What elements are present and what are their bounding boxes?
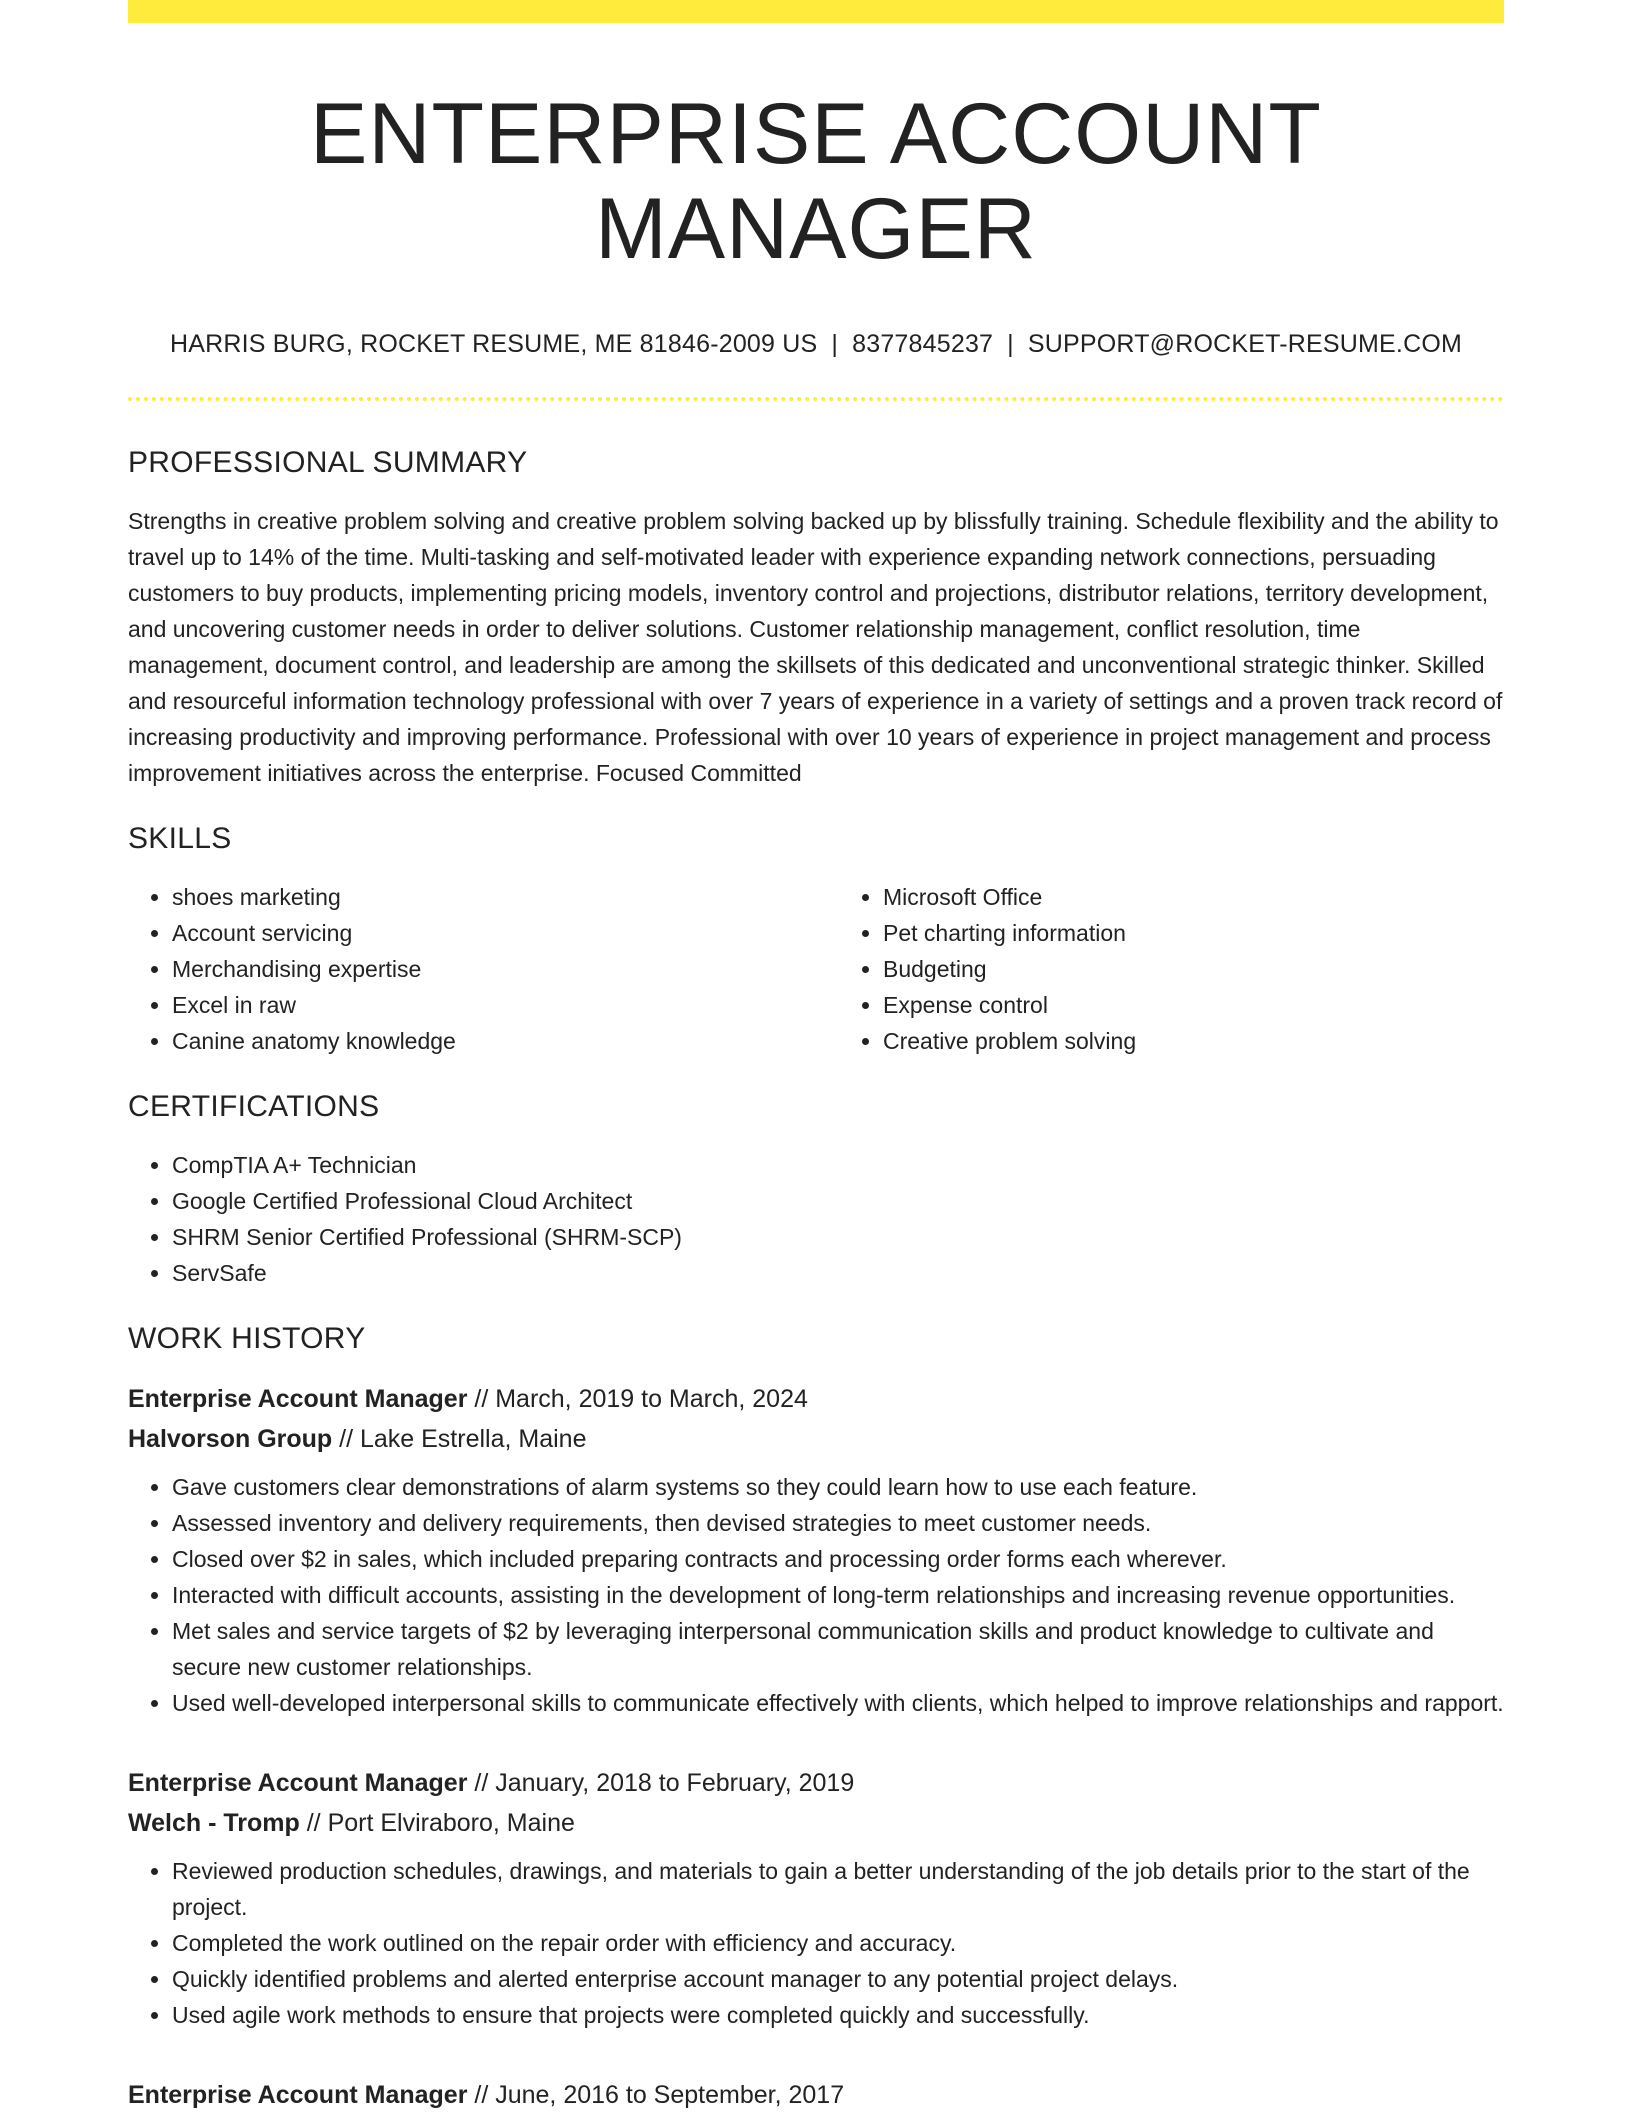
job-title-line [128, 2075, 1504, 2115]
contact-email[interactable]: SUPPORT@ROCKET-RESUME.COM [1027, 330, 1463, 359]
skill-item: • Pet charting information [883, 915, 1504, 951]
job-company-line [128, 1419, 1504, 1459]
job-entry [128, 1379, 1504, 1721]
job-role: Enterprise Account Manager [128, 1385, 468, 1414]
job-company-line [128, 1803, 1504, 1843]
job-bullet: • Used agile work methods to ensure that projects were completed quickly and successfully. [172, 1997, 1504, 2033]
job-title-line [128, 1379, 1504, 1419]
dotted-divider [128, 397, 1504, 401]
job-bullet: • Reviewed production schedules, drawings, and materials to gain a better understanding of the job details prior to the start of the project. [172, 1853, 1504, 1925]
contact-phone: 8377845237 [852, 330, 994, 359]
skills-section [128, 821, 1504, 1059]
certifications-section [128, 1089, 1504, 1291]
contact-separator: | [1007, 330, 1014, 359]
job-company: Welch - Tromp [128, 1809, 300, 1838]
skill-item: • Expense control [883, 987, 1504, 1023]
skill-item: • Microsoft Office [883, 879, 1504, 915]
job-bullet: • Quickly identified problems and alerted enterprise account manager to any potential project delays. [172, 1961, 1504, 1997]
job-location: // Lake Estrella, Maine [332, 1425, 587, 1454]
certification-item: • Google Certified Professional Cloud Architect [172, 1183, 1504, 1219]
job-dates: // June, 2016 to September, 2017 [467, 2081, 845, 2110]
summary-section [128, 445, 1504, 791]
contact-separator: | [831, 330, 839, 359]
skill-item: • Creative problem solving [883, 1023, 1504, 1059]
work-history-section [128, 1321, 1504, 2115]
certifications-heading: CERTIFICATIONS [128, 1090, 380, 1124]
job-bullet: • Interacted with difficult accounts, assisting in the development of long-term relationships and increasing revenue opportunities. [172, 1577, 1504, 1613]
job-bullet: • Met sales and service targets of $2 by leveraging interpersonal communication skills and product knowledge to cultivate and secure new customer relationships. [172, 1613, 1504, 1685]
skill-item: • Account servicing [172, 915, 793, 951]
skill-item: • shoes marketing [172, 879, 793, 915]
skill-item: • Excel in raw [172, 987, 793, 1023]
job-bullet: • Gave customers clear demonstrations of alarm systems so they could learn how to use each feature. [172, 1469, 1504, 1505]
skills-heading: SKILLS [128, 822, 232, 856]
certifications-list [128, 1147, 1504, 1291]
skill-item: • Canine anatomy knowledge [172, 1023, 793, 1059]
work-history-heading: WORK HISTORY [128, 1322, 366, 1356]
certification-item: • CompTIA A+ Technician [172, 1147, 1504, 1183]
contact-address: HARRIS BURG, ROCKET RESUME, ME 81846-2009 US [169, 330, 818, 359]
skills-columns [128, 879, 1504, 1059]
resume-title: ENTERPRISE ACCOUNT MANAGER [310, 86, 1322, 277]
job-location: // Port Elviraboro, Maine [299, 1809, 575, 1838]
job-bullets [128, 1469, 1504, 1721]
top-accent-bar [128, 0, 1504, 23]
summary-text: Strengths in creative problem solving and creative problem solving backed up by blissfully training. Schedule flexibility and the ability to travel up to 14% of the time. Multi-tasking and self-motivated leader with experience expanding network connections, persuading customers to buy products, implementing pricing models, inventory control and projections, distributor relations, territory development, and uncovering customer needs in order to deliver solutions. Customer relationship management, conflict resolution, time management, document control, and leadership are among the skillsets of this dedicated and unconventional strategic thinker. Skilled and resourceful information technology professional with over 7 years of experience in a variety of settings and a proven track record of increasing productivity and improving performance. Professional with over 10 years of experience in project management and process improvement initiatives across the enterprise. Focused Committed [128, 508, 1503, 787]
job-title-line [128, 1763, 1504, 1803]
job-bullet: • Used well-developed interpersonal skills to communicate effectively with clients, which helped to improve relationships and rapport. [172, 1685, 1504, 1721]
contact-line [128, 330, 1504, 359]
job-company: Halvorson Group [128, 1425, 333, 1454]
skills-left-list [128, 879, 793, 1059]
job-entry [128, 1763, 1504, 2033]
job-bullet: • Assessed inventory and delivery requirements, then devised strategies to meet customer needs. [172, 1505, 1504, 1541]
job-bullets [128, 1853, 1504, 2033]
job-role: Enterprise Account Manager [128, 2081, 468, 2110]
job-bullet: • Completed the work outlined on the repair order with efficiency and accuracy. [172, 1925, 1504, 1961]
job-dates: // March, 2019 to March, 2024 [467, 1385, 808, 1414]
job-dates: // January, 2018 to February, 2019 [467, 1769, 855, 1798]
job-role: Enterprise Account Manager [128, 1769, 468, 1798]
job-entry [128, 2075, 1504, 2115]
skill-item: • Budgeting [883, 951, 1504, 987]
job-bullet: • Closed over $2 in sales, which included preparing contracts and processing order forms each wherever. [172, 1541, 1504, 1577]
certification-item: • SHRM Senior Certified Professional (SHRM-SCP) [172, 1219, 1504, 1255]
skill-item: • Merchandising expertise [172, 951, 793, 987]
summary-heading: PROFESSIONAL SUMMARY [128, 446, 528, 480]
certification-item: • ServSafe [172, 1255, 1504, 1291]
resume-page [128, 0, 1504, 2115]
skills-right-list [839, 879, 1504, 1059]
